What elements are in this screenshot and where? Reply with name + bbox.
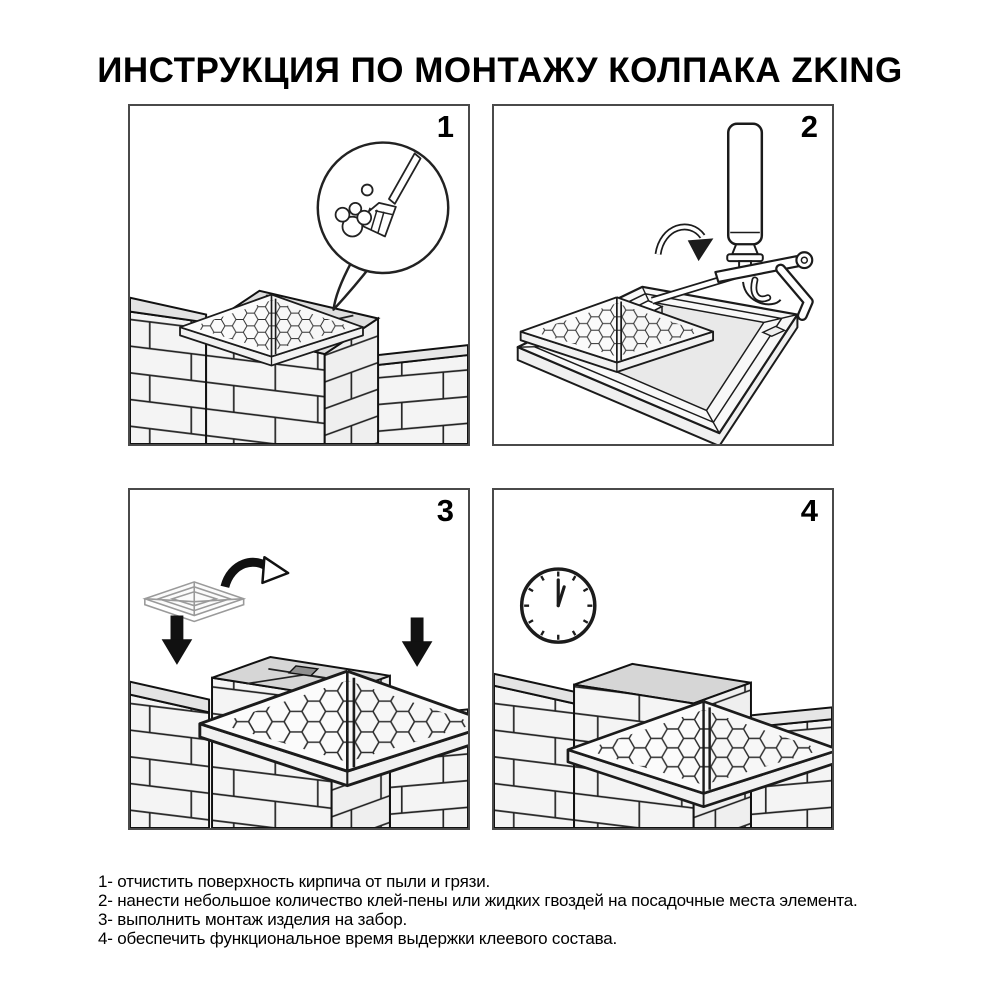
- panel-number-2: 2: [800, 109, 818, 144]
- foam-canister-icon: [728, 124, 762, 245]
- down-arrow-right-icon: [402, 617, 433, 666]
- step-1: 1- отчистить поверхность кирпича от пыли и грязи.: [98, 872, 491, 891]
- panel-4-illustration: [494, 490, 832, 828]
- panel-step-2: [492, 104, 834, 446]
- brick-wall-left: [130, 298, 206, 444]
- brick-wall-right: [378, 345, 468, 444]
- brick-wall-left: [494, 674, 574, 828]
- panel-step-1: [128, 104, 470, 446]
- panel-step-3: [128, 488, 470, 830]
- speech-bubble: [318, 143, 448, 310]
- step-4: 4- обеспечить функциональное время выдержки клеевого состава.: [98, 929, 617, 948]
- flip-arrow-icon: [225, 557, 288, 587]
- foam-gun-icon: [652, 124, 812, 316]
- brick-wall-left: [130, 682, 209, 828]
- instruction-steps: [98, 872, 858, 948]
- panel-number-3: 3: [436, 493, 454, 528]
- panel-number-4: 4: [800, 493, 818, 528]
- step-2: 2- нанести небольшое количество клей-пены или жидких гвоздей на посадочные места элемента.: [98, 891, 858, 910]
- panel-3-illustration: [130, 490, 468, 828]
- page-title: ИНСТРУКЦИЯ ПО МОНТАЖУ КОЛПАКА ZKING: [97, 51, 903, 91]
- down-arrow-left-icon: [162, 616, 193, 665]
- panel-step-4: [492, 488, 834, 830]
- step-3: 3- выполнить монтаж изделия на забор.: [98, 910, 408, 929]
- panel-number-1: 1: [436, 109, 454, 144]
- panel-1-illustration: [130, 106, 468, 444]
- cap-underside-tray: [518, 287, 798, 444]
- flip-arrow-icon: [658, 227, 713, 261]
- clock-icon: [522, 569, 595, 642]
- panel-2-illustration: [494, 106, 832, 444]
